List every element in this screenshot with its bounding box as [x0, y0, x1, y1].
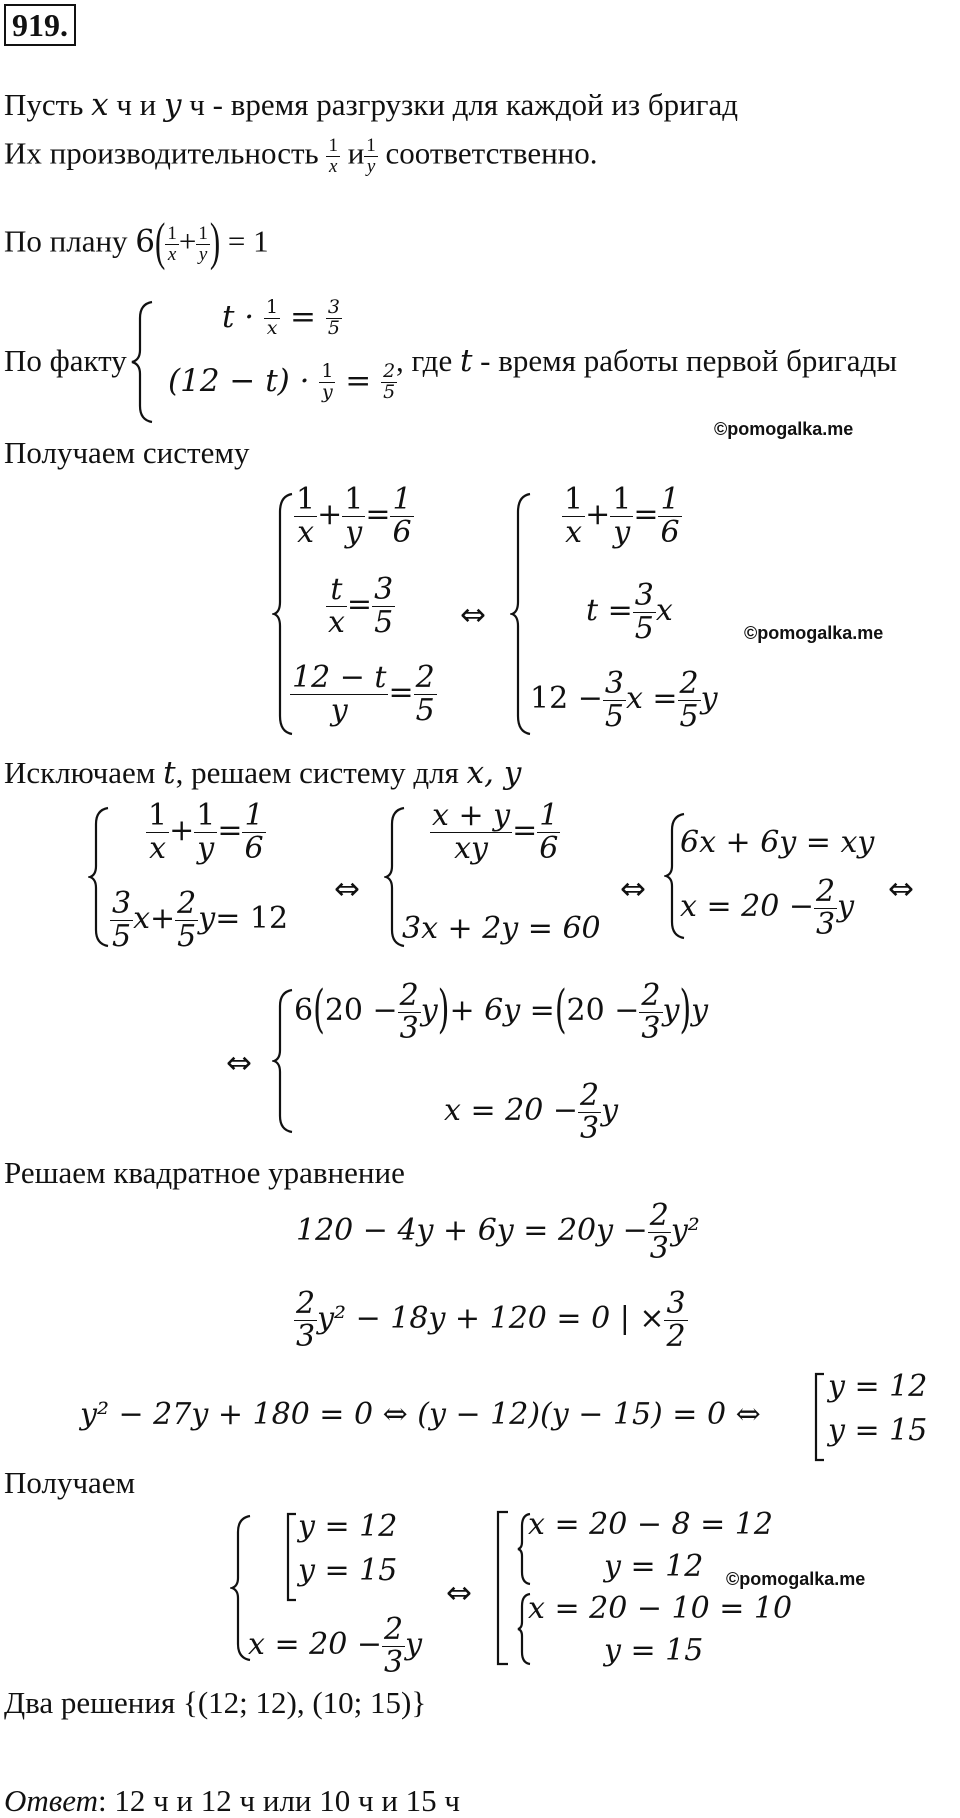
fin-x-row	[248, 1614, 422, 1678]
fin-y15: y = 15	[298, 1553, 398, 1588]
numerator: 1	[148, 798, 168, 833]
vars-xy: x, y	[466, 755, 522, 791]
var-x: x	[655, 593, 673, 628]
eq: =	[345, 362, 372, 399]
prod-pre: Их производительность	[4, 135, 327, 171]
answer-line	[4, 1784, 460, 1818]
numerator: 3	[604, 666, 624, 701]
paren-open: (	[554, 980, 567, 1041]
denominator: x	[167, 243, 177, 265]
denominator: x	[328, 604, 345, 640]
denominator: y	[613, 514, 631, 550]
denominator: y	[345, 514, 363, 550]
denominator: 5	[634, 610, 654, 646]
fact-post	[396, 344, 897, 378]
sys2b-row1	[430, 800, 560, 864]
sys3-row2	[444, 1080, 618, 1144]
paren-close: )	[679, 980, 692, 1041]
watermark: ©pomogalka.me	[744, 623, 884, 643]
numerator: 1	[344, 482, 364, 517]
frac-1-x	[165, 224, 179, 265]
fact-post-text: - время работы первой бригады	[472, 343, 898, 378]
paren-open: (	[313, 980, 325, 1041]
denominator: x	[266, 316, 278, 339]
eq: =	[633, 497, 659, 532]
denominator: 6	[244, 830, 264, 866]
twenty-minus: 20 −	[324, 993, 398, 1028]
var-y: y	[662, 993, 680, 1028]
sol2-y: y = 15	[604, 1633, 704, 1668]
denominator: x	[297, 514, 314, 550]
frac-1-x	[294, 484, 317, 548]
sol1-x: x = 20 − 8 = 12	[528, 1507, 773, 1542]
numerator: 1	[328, 135, 338, 156]
two-solutions: Два решения {(12; 12), (10; 15)}	[4, 1685, 427, 1720]
fact-post-pre: , где	[396, 343, 460, 378]
plan-six: 6	[135, 223, 156, 260]
numerator: 12 − t	[292, 660, 387, 695]
fact-row-2	[168, 362, 397, 403]
frac-1-y	[610, 484, 633, 548]
frac-2-3	[814, 876, 837, 940]
frac-3-2	[664, 1288, 687, 1352]
frac-2-5	[678, 668, 701, 732]
let-pre: Пусть	[4, 87, 92, 122]
iff-arrow: ⇔	[446, 1575, 472, 1611]
productivity-line	[4, 136, 598, 177]
denominator: 6	[660, 514, 680, 550]
x-eq: x =	[625, 681, 678, 716]
let-line	[4, 88, 738, 122]
var-t: t	[163, 755, 176, 791]
denominator: 3	[815, 906, 836, 942]
fact-row2-pre: (12 − t) ·	[168, 362, 310, 399]
sys1r-row3	[530, 668, 718, 732]
denominator: 5	[604, 698, 624, 734]
plus: +	[169, 813, 195, 848]
iff-arrow: ⇔	[620, 871, 646, 907]
plus: +	[178, 223, 197, 259]
paren-close: )	[209, 210, 221, 271]
frac-1-y	[194, 800, 217, 864]
denominator: 5	[679, 698, 699, 734]
quad1-post: y²	[670, 1213, 700, 1248]
sys2c-row1: 6x + 6y = xy	[680, 825, 875, 860]
numerator: 1	[539, 798, 559, 833]
sys2a-row2	[110, 888, 288, 952]
plan-eq: = 1	[227, 223, 269, 259]
plus: +	[150, 901, 176, 936]
var-y: y	[198, 901, 216, 936]
x-eq-20: x = 20 −	[680, 889, 814, 924]
answer-label: Ответ	[4, 1783, 98, 1818]
frac-1-6	[390, 484, 413, 548]
frac-2-5	[414, 662, 437, 726]
sys1-row2	[326, 574, 395, 638]
frac-1-6	[242, 800, 265, 864]
denominator: 5	[374, 604, 394, 640]
exclude-post: , решаем систему для	[175, 755, 467, 790]
denominator: y	[197, 830, 215, 866]
denominator: y	[366, 155, 376, 177]
t-eq: t =	[586, 593, 633, 628]
denominator: 6	[539, 830, 559, 866]
exclude-line	[4, 756, 521, 790]
denominator: 3	[399, 1010, 419, 1046]
eq: =	[512, 813, 538, 848]
var-t: t	[459, 343, 473, 379]
frac-t-x	[326, 574, 347, 638]
denominator: y	[198, 243, 208, 265]
quad-line1	[296, 1200, 700, 1264]
denominator: y	[330, 692, 348, 728]
sys2b-row2: 3x + 2y = 60	[402, 911, 601, 946]
numerator: 1	[196, 798, 216, 833]
frac-2-3	[639, 980, 662, 1044]
sol2-x: x = 20 − 10 = 10	[528, 1591, 793, 1626]
let-post: ч - время разгрузки для каждой из бригад	[181, 87, 739, 122]
frac-2-3	[382, 1614, 405, 1678]
numerator: 3	[327, 296, 340, 318]
frac-12-t-y	[290, 662, 388, 726]
numerator: x + y	[432, 798, 511, 833]
frac-2-5	[381, 362, 397, 403]
var-y: y	[405, 1627, 423, 1662]
x-eq-20: x = 20 −	[444, 1093, 578, 1128]
denominator: x	[149, 830, 166, 866]
frac-1-x	[562, 484, 585, 548]
numerator: 3	[634, 578, 654, 613]
numerator: 3	[666, 1286, 686, 1321]
numerator: 1	[244, 798, 264, 833]
left-brace-icon	[88, 804, 112, 950]
frac-1-y	[196, 224, 210, 265]
denominator: 5	[383, 380, 396, 403]
numerator: 2	[296, 1286, 316, 1321]
numerator: 2	[579, 1078, 600, 1113]
denominator: xy	[454, 830, 488, 866]
frac-1-y	[319, 362, 335, 403]
numerator: 1	[366, 135, 376, 156]
var-y: y	[164, 87, 182, 123]
eq12: = 12	[215, 901, 289, 936]
denominator: 3	[383, 1644, 404, 1680]
var-y: y	[420, 993, 438, 1028]
eq: =	[346, 587, 373, 622]
plus: +	[585, 497, 611, 532]
numerator: 1	[392, 482, 412, 517]
denominator: 5	[327, 316, 340, 339]
denominator: 3	[649, 1230, 669, 1266]
numerator: 2	[679, 666, 699, 701]
frac-1-6	[537, 800, 560, 864]
frac-2-3	[294, 1288, 317, 1352]
quad-line3: y² − 27y + 180 = 0 ⇔ (y − 12)(y − 15) = 0 ⇔	[80, 1397, 761, 1432]
x-eq-20: x = 20 −	[248, 1627, 382, 1662]
numerator: 2	[815, 874, 836, 909]
numerator: 2	[649, 1198, 669, 1233]
sys2a-row1	[146, 800, 266, 864]
denominator: 6	[392, 514, 412, 550]
left-bracket-icon	[812, 1372, 826, 1462]
eq: =	[289, 298, 316, 335]
frac-2-3	[578, 1080, 601, 1144]
numerator: 1	[660, 482, 680, 517]
frac-2-3	[398, 980, 421, 1044]
left-brace-icon	[272, 986, 296, 1136]
denominator: 5	[177, 918, 197, 954]
eq: =	[365, 497, 391, 532]
plus: +	[317, 497, 343, 532]
numerator: 3	[374, 572, 394, 607]
quad-line2	[294, 1288, 688, 1352]
numerator: 2	[641, 978, 661, 1013]
frac-xy	[430, 800, 512, 864]
frac-1-6	[658, 484, 681, 548]
root-y12: y = 12	[828, 1369, 928, 1404]
left-bracket-icon	[284, 1512, 298, 1602]
root-y15: y = 15	[828, 1413, 928, 1448]
numerator: 1	[612, 482, 632, 517]
var-y: y	[700, 681, 718, 716]
prod-post: соответственно.	[377, 135, 598, 171]
paren-open: (	[155, 210, 166, 271]
sys2c-row2	[680, 876, 854, 940]
sys3-row1	[294, 980, 708, 1044]
twenty-minus: 20 −	[566, 993, 640, 1028]
numerator: 2	[415, 660, 435, 695]
sol1-y: y = 12	[604, 1549, 704, 1584]
left-bracket-icon	[494, 1510, 510, 1666]
paren-close: )	[437, 980, 450, 1041]
denominator: 3	[579, 1110, 600, 1146]
frac-2-5	[175, 888, 198, 952]
fact-label: По факту	[4, 343, 127, 378]
task-number: 919.	[4, 4, 76, 46]
twelve-minus: 12 −	[530, 681, 603, 716]
frac-1-y	[342, 484, 365, 548]
six: 6	[294, 993, 314, 1028]
numerator: 2	[177, 886, 197, 921]
sys1-row1	[294, 484, 414, 548]
get-label: Получаем	[4, 1465, 136, 1500]
denominator: x	[565, 514, 582, 550]
eq: =	[388, 675, 414, 710]
frac-3-5	[326, 298, 342, 339]
frac-3-5	[110, 888, 133, 952]
let-h1: ч и	[108, 87, 165, 122]
quad2-post: y² − 18y + 120 = 0 | ×	[317, 1301, 665, 1336]
var-x: x	[91, 87, 109, 123]
sys1r-row1	[562, 484, 682, 548]
get-system: Получаем систему	[4, 435, 250, 470]
iff-arrow: ⇔	[334, 871, 360, 907]
iff-arrow: ⇔	[460, 597, 486, 633]
sys1r-row2	[586, 580, 673, 644]
solve-quad: Решаем квадратное уравнение	[4, 1155, 405, 1190]
denominator: 3	[641, 1010, 661, 1046]
watermark: ©pomogalka.me	[714, 419, 854, 439]
numerator: 1	[198, 223, 208, 244]
frac-1-x	[146, 800, 169, 864]
prod-mid: и	[339, 135, 365, 171]
fact-row-1	[222, 298, 342, 339]
fin-y12: y = 12	[298, 1509, 398, 1544]
numerator: 1	[564, 482, 584, 517]
var-y: y	[691, 993, 709, 1028]
plan-line	[4, 210, 269, 271]
denominator: 5	[415, 692, 435, 728]
numerator: 1	[266, 296, 279, 318]
frac-1-x	[264, 298, 280, 339]
iff-arrow: ⇔	[226, 1045, 252, 1081]
answer-text: : 12 ч и 12 ч или 10 ч и 15 ч	[97, 1783, 461, 1818]
iff-arrow: ⇔	[888, 871, 914, 907]
frac-1-y	[364, 136, 378, 177]
eq: =	[217, 813, 243, 848]
frac-3-5	[603, 668, 626, 732]
var-y: y	[837, 889, 855, 924]
numerator: 3	[112, 886, 132, 921]
denominator: 2	[666, 1318, 686, 1354]
numerator: 1	[167, 223, 177, 244]
denominator: 3	[296, 1318, 316, 1354]
denominator: 5	[112, 918, 132, 954]
quad1-pre: 120 − 4y + 6y = 20y −	[296, 1213, 648, 1248]
frac-3-5	[633, 580, 656, 644]
left-brace-icon	[130, 298, 160, 426]
numerator: 1	[321, 360, 334, 382]
numerator: 1	[296, 482, 316, 517]
numerator: 2	[383, 360, 396, 382]
numerator: 2	[399, 978, 419, 1013]
sys1-row3	[290, 662, 437, 726]
exclude-pre: Исключаем	[4, 755, 164, 790]
denominator: y	[322, 380, 333, 403]
var-x: x	[133, 901, 151, 936]
watermark: ©pomogalka.me	[726, 1569, 866, 1589]
plan-label: По плану	[4, 223, 128, 259]
frac-1-x	[326, 136, 340, 177]
frac-3-5	[372, 574, 395, 638]
fact-row1-pre: t ·	[222, 298, 255, 335]
plus-6y: + 6y =	[449, 993, 555, 1028]
var-y: y	[601, 1093, 619, 1128]
numerator: t	[326, 574, 347, 607]
numerator: 2	[383, 1612, 404, 1647]
denominator: x	[328, 155, 338, 177]
frac-2-3	[648, 1200, 671, 1264]
